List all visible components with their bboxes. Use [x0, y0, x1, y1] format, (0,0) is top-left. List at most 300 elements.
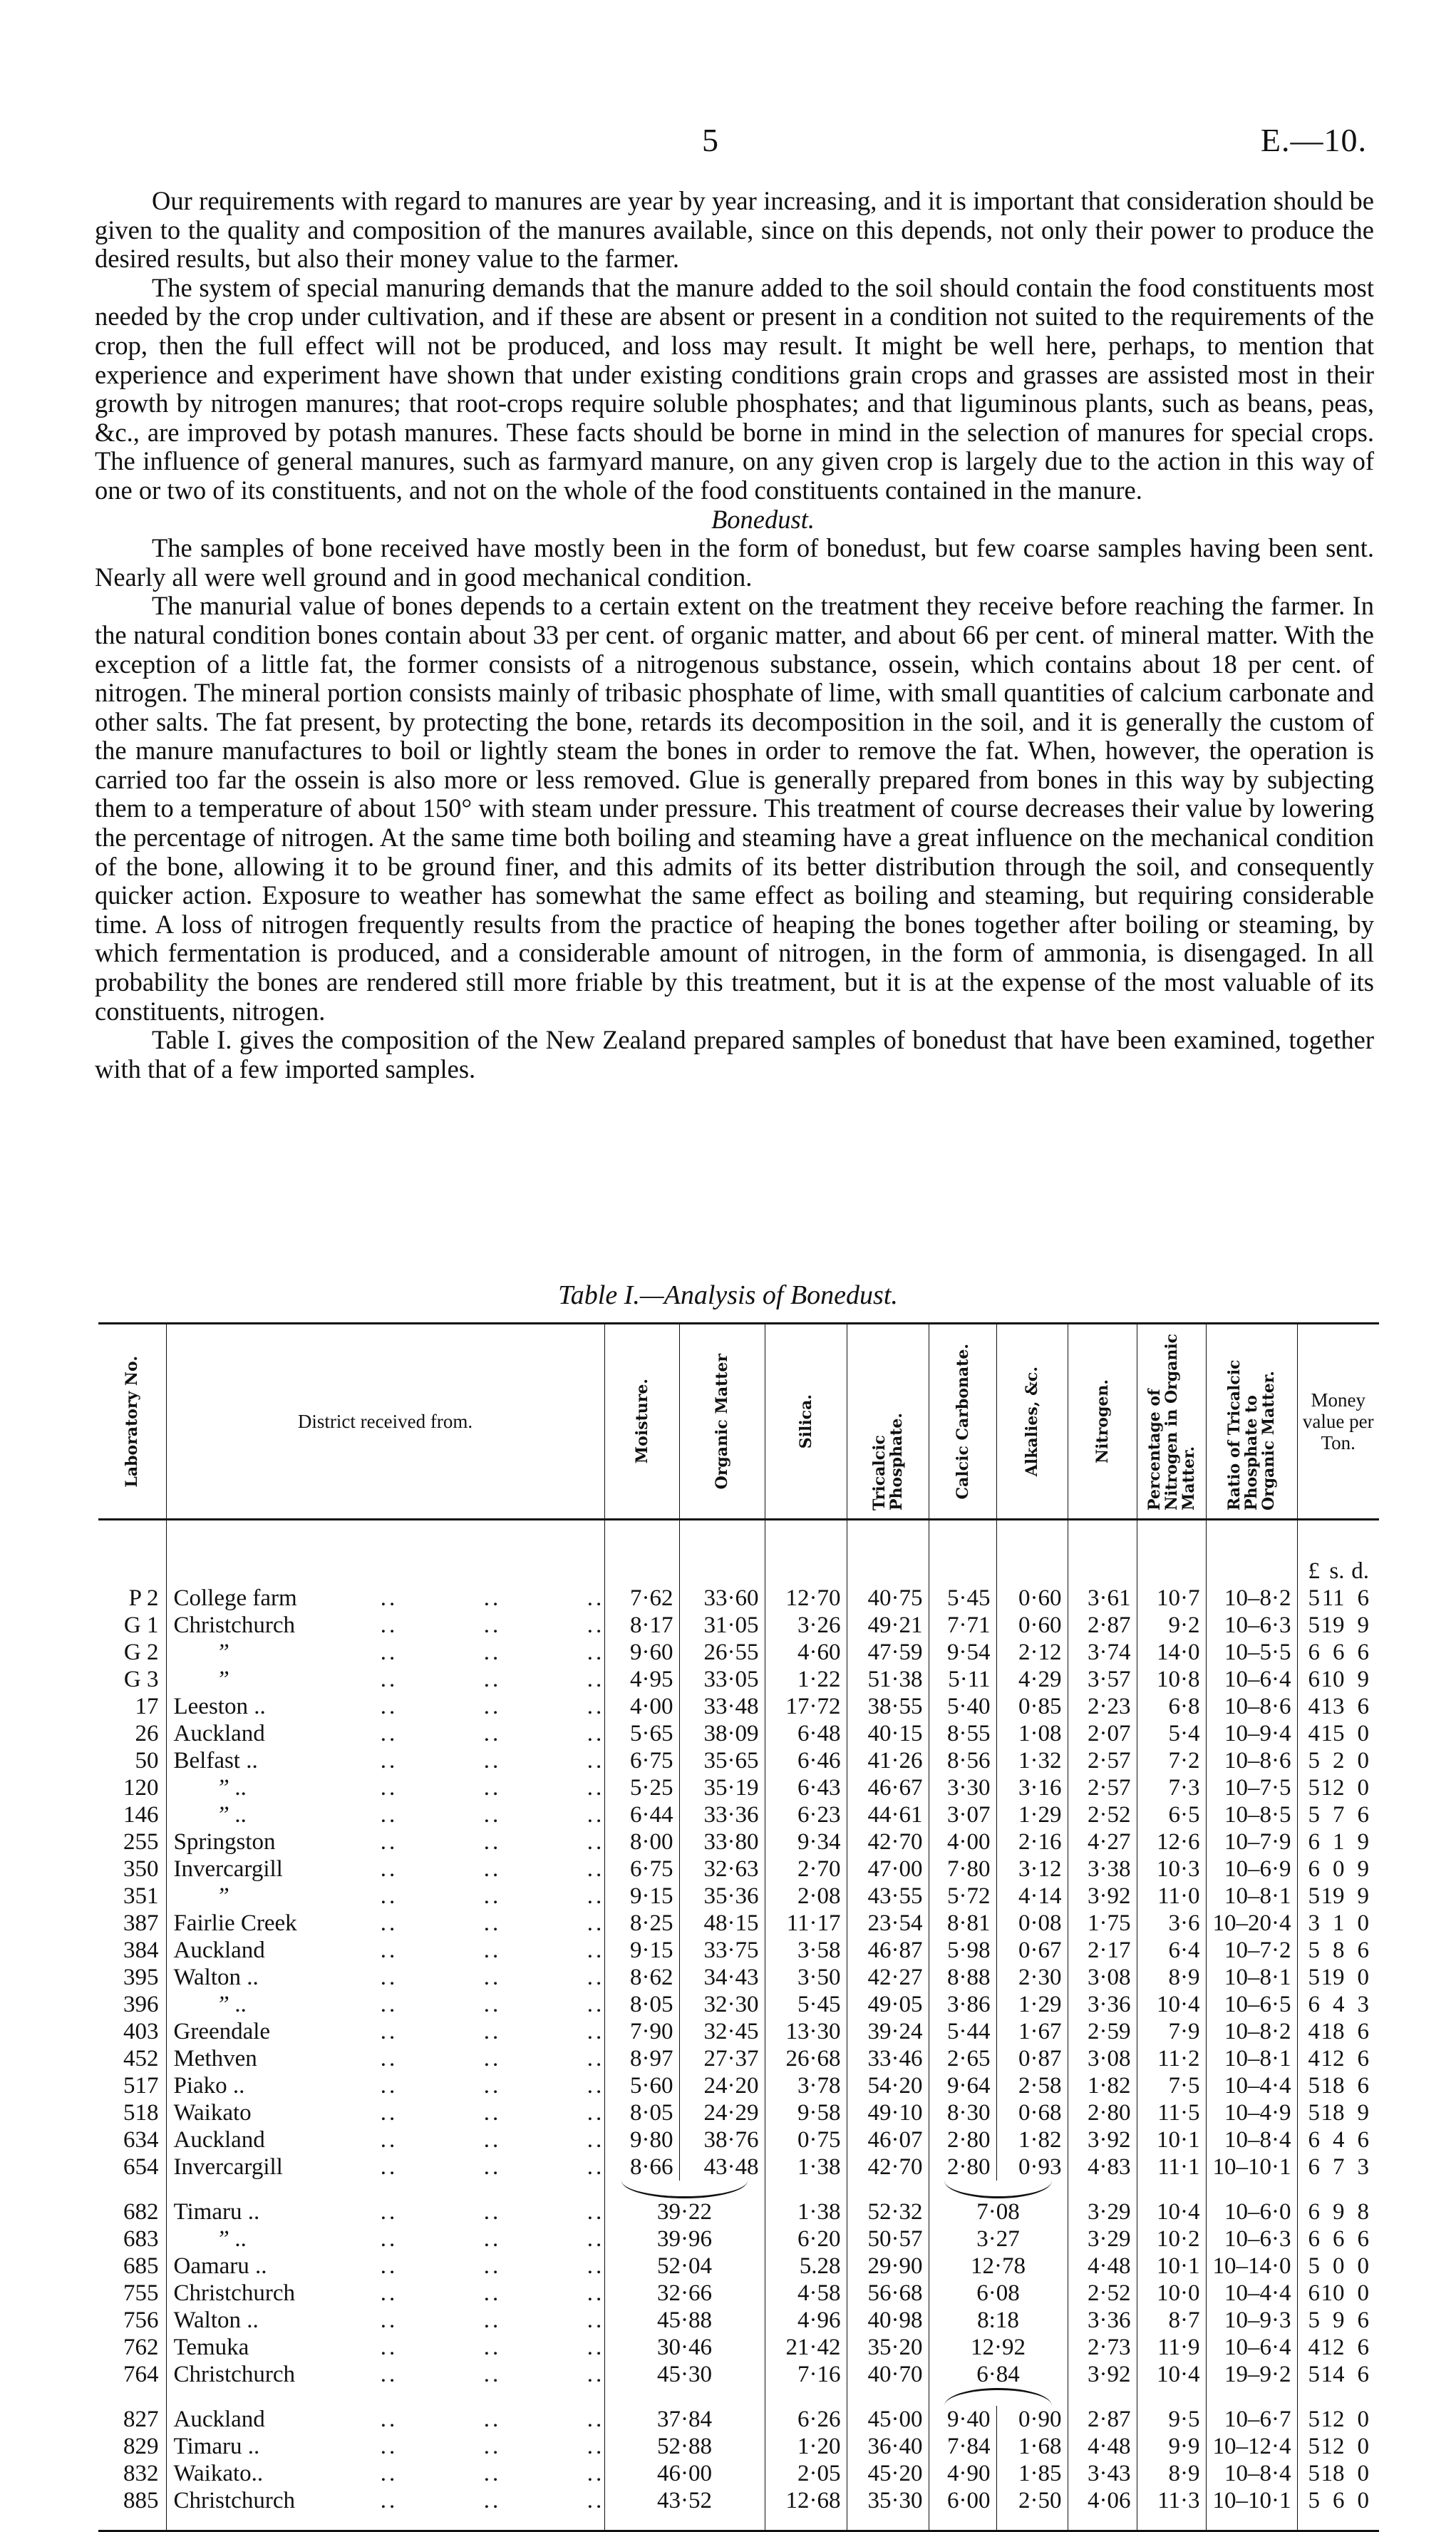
district-cell: Auckland .. .. ..	[166, 1937, 604, 1964]
money-value-cell: 5 7 6	[1297, 1801, 1379, 1828]
lab-no-cell: 50	[135, 1748, 159, 1774]
ratio-cell: 10–4·4	[1206, 2072, 1297, 2099]
calcic-carbonate-cell: 3·86	[929, 1991, 996, 2018]
nitrogen-cell: 2·52	[1068, 1801, 1137, 1828]
moisture-cell: 8·97	[604, 2045, 679, 2072]
nitrogen-cell: 2·80	[1068, 2099, 1137, 2126]
alkalies-cell: 0·67	[996, 1937, 1068, 1964]
silica-cell: 1·38	[765, 2153, 847, 2181]
silica-cell: 3·50	[765, 1964, 847, 1991]
moisture-cell: 7·90	[604, 2018, 679, 2045]
calcic-carbonate-cell: 8·55	[929, 1720, 996, 1747]
silica-cell: 5.28	[765, 2253, 847, 2280]
money-value-cell: 5 8 6	[1297, 1937, 1379, 1964]
district-cell: Springston .. .. ..	[166, 1828, 604, 1856]
silica-cell: 7·16	[765, 2361, 847, 2388]
money-value-cell: 4 12 6	[1297, 2045, 1379, 2072]
moisture-organic-combined-cell: 46·00	[604, 2460, 765, 2487]
table-row	[98, 2225, 1379, 2253]
pct-nitrogen-cell: 11·9	[1137, 2334, 1206, 2361]
tricalcic-phosphate-cell: 54·20	[847, 2072, 929, 2099]
moisture-organic-combined-cell: 52·04	[604, 2253, 765, 2280]
table-row	[98, 1774, 1379, 1801]
organic-matter-cell: 26·55	[679, 1639, 765, 1666]
money-value-cell: 5 19 9	[1297, 1883, 1379, 1910]
tricalcic-phosphate-cell: 44·61	[847, 1801, 929, 1828]
table-row	[98, 1910, 1379, 1937]
district-cell: Belfast .. .. .. ..	[166, 1747, 604, 1774]
table-row	[98, 2099, 1379, 2126]
silica-cell: 4·96	[765, 2307, 847, 2334]
page-header	[0, 121, 1456, 164]
calcic-carbonate-cell: 8·56	[929, 1747, 996, 1774]
tricalcic-phosphate-cell: 42·27	[847, 1964, 929, 1991]
lab-no-cell: 685	[123, 2253, 159, 2279]
district-cell: Christchurch .. .. ..	[166, 2487, 604, 2531]
ratio-cell: 19–9·2	[1206, 2361, 1297, 2388]
calcic-alkalies-combined-cell: 6·08	[929, 2280, 1068, 2307]
lab-no-cell: 387	[123, 1910, 159, 1936]
pct-nitrogen-cell: 6·5	[1137, 1801, 1206, 1828]
money-value-cell: 5 18 9	[1297, 2099, 1379, 2126]
alkalies-cell: 0·87	[996, 2045, 1068, 2072]
nitrogen-cell: 2·57	[1068, 1747, 1137, 1774]
table-row	[98, 1883, 1379, 1910]
tricalcic-phosphate-cell: 29·90	[847, 2253, 929, 2280]
calcic-carbonate-cell: 7·80	[929, 1856, 996, 1883]
moisture-organic-combined-cell: 45·30	[604, 2361, 765, 2388]
district-cell: Walton .. .. .. ..	[166, 1964, 604, 1991]
tricalcic-phosphate-cell: 45·00	[847, 2406, 929, 2433]
spacer-row	[98, 2388, 1379, 2406]
table-row	[98, 1828, 1379, 1856]
nitrogen-cell: 4·27	[1068, 1828, 1137, 1856]
moisture-cell: 6·75	[604, 1856, 679, 1883]
silica-cell: 9·58	[765, 2099, 847, 2126]
nitrogen-cell: 4·83	[1068, 2153, 1137, 2181]
calcic-carbonate-cell: 7·71	[929, 1612, 996, 1639]
lab-no-cell: 26	[135, 1721, 159, 1746]
calcic-carbonate-cell: 2·65	[929, 2045, 996, 2072]
col-header-silica: Silica.	[765, 1324, 847, 1520]
moisture-cell: 5·65	[604, 1720, 679, 1747]
moisture-cell: 7·62	[604, 1585, 679, 1612]
table-row	[98, 2334, 1379, 2361]
table-row	[98, 1720, 1379, 1747]
organic-matter-cell: 38·76	[679, 2126, 765, 2153]
organic-matter-cell: 24·29	[679, 2099, 765, 2126]
alkalies-cell: 0·68	[996, 2099, 1068, 2126]
organic-matter-cell: 33·48	[679, 1693, 765, 1720]
nitrogen-cell: 1·82	[1068, 2072, 1137, 2099]
lab-no-cell: 762	[123, 2335, 159, 2360]
calcic-carbonate-cell: 5·72	[929, 1883, 996, 1910]
table-row	[98, 2307, 1379, 2334]
alkalies-cell: 1·32	[996, 1747, 1068, 1774]
district-cell: ” .. .. ..	[166, 1666, 604, 1693]
table-row	[98, 2487, 1379, 2531]
money-value-cell: 5 19 9	[1297, 1612, 1379, 1639]
silica-cell: 5·45	[765, 1991, 847, 2018]
tricalcic-phosphate-cell: 35·30	[847, 2487, 929, 2531]
district-cell: Christchurch .. .. ..	[166, 1612, 604, 1639]
table-row	[98, 2018, 1379, 2045]
moisture-cell: 4·00	[604, 1693, 679, 1720]
grouping-brace	[944, 2388, 1052, 2406]
ratio-cell: 10–8·1	[1206, 1883, 1297, 1910]
pct-nitrogen-cell: 9·2	[1137, 1612, 1206, 1639]
lab-no-cell: 518	[123, 2100, 159, 2126]
bonedust-analysis-table	[98, 1322, 1379, 2532]
ratio-cell: 10–4·9	[1206, 2099, 1297, 2126]
pct-nitrogen-cell: 9·5	[1137, 2406, 1206, 2433]
money-value-cell: 5 0 0	[1297, 2253, 1379, 2280]
tricalcic-phosphate-cell: 50·57	[847, 2225, 929, 2253]
silica-cell: 3·58	[765, 1937, 847, 1964]
paragraph: Our requirements with regard to manures are year by year increasing, and it is important that consideration should be given to the quality and composition of the manures available, since on this depends, not only their power to produce the desired results, but also their money value to the farmer.	[95, 186, 1374, 274]
lab-no-cell: G 1	[123, 1612, 159, 1638]
alkalies-cell: 0·85	[996, 1693, 1068, 1720]
silica-cell: 4·60	[765, 1639, 847, 1666]
col-header-organic-matter: Organic Matter	[679, 1324, 765, 1520]
alkalies-cell: 1·85	[996, 2460, 1068, 2487]
alkalies-cell: 2·30	[996, 1964, 1068, 1991]
moisture-cell: 6·75	[604, 1747, 679, 1774]
col-header-calcic-carbonate: Calcic Carbonate.	[929, 1324, 996, 1520]
moisture-cell: 9·15	[604, 1883, 679, 1910]
organic-matter-cell: 43·48	[679, 2153, 765, 2181]
lab-no-cell: 756	[123, 2307, 159, 2333]
tricalcic-phosphate-cell: 47·00	[847, 1856, 929, 1883]
calcic-carbonate-cell: 8·30	[929, 2099, 996, 2126]
nitrogen-cell: 4·48	[1068, 2253, 1137, 2280]
calcic-carbonate-cell: 5·45	[929, 1585, 996, 1612]
district-cell: Christchurch .. .. ..	[166, 2361, 604, 2388]
ratio-cell: 10–10·1	[1206, 2153, 1297, 2181]
pct-nitrogen-cell: 3·6	[1137, 1910, 1206, 1937]
moisture-cell: 8·00	[604, 1828, 679, 1856]
alkalies-cell: 4·14	[996, 1883, 1068, 1910]
table-row	[98, 2433, 1379, 2460]
organic-matter-cell: 38·09	[679, 1720, 765, 1747]
table-row	[98, 1801, 1379, 1828]
table-row	[98, 2072, 1379, 2099]
alkalies-cell: 1·68	[996, 2433, 1068, 2460]
district-cell: Auckland .. .. ..	[166, 2126, 604, 2153]
col-header-ratio: Ratio of Tricalcic Phosphate to Organic Matter.	[1206, 1324, 1297, 1520]
lab-no-cell: 683	[123, 2226, 159, 2252]
moisture-cell: 6·44	[604, 1801, 679, 1828]
money-value-cell: 6 6 6	[1297, 1639, 1379, 1666]
nitrogen-cell: 3·92	[1068, 1883, 1137, 1910]
tricalcic-phosphate-cell: 23·54	[847, 1910, 929, 1937]
moisture-organic-combined-cell: 37·84	[604, 2406, 765, 2433]
pct-nitrogen-cell: 8·7	[1137, 2307, 1206, 2334]
table-row	[98, 1639, 1379, 1666]
lab-no-cell: 517	[123, 2073, 159, 2099]
nitrogen-cell: 3·38	[1068, 1856, 1137, 1883]
pct-nitrogen-cell: 11·1	[1137, 2153, 1206, 2181]
silica-cell: 6·20	[765, 2225, 847, 2253]
lab-no-cell: 634	[123, 2127, 159, 2153]
paragraph: The system of special manuring demands that the manure added to the soil should contain the food constituents most needed by the crop under cultivation, and if these are absent or present in a condition not suited to the requirements of the crop, then the full effect will not be produced, and loss may result. It might be well here, perhaps, to mention that experience and experiment have shown that under existing conditions grain crops and grasses are assisted most in their growth by nitrogen manures; that root-crops require soluble phosphates; and that liguminous plants, such as beans, peas, &c., are improved by potash manures. These facts should be borne in mind in the selection of manures for special crops. The influence of general manures, such as farmyard manure, on any given crop is largely due to the action in this way of one or two of its constituents, and not on the whole of the food constituents contained in the manure.	[95, 272, 1374, 505]
pct-nitrogen-cell: 7·5	[1137, 2072, 1206, 2099]
lab-no-cell: 350	[123, 1856, 159, 1882]
tricalcic-phosphate-cell: 40·70	[847, 2361, 929, 2388]
lab-no-cell: 384	[123, 1937, 159, 1963]
pct-nitrogen-cell: 10·2	[1137, 2225, 1206, 2253]
money-value-cell: 5 12 0	[1297, 1774, 1379, 1801]
lab-no-cell: 396	[123, 1992, 159, 2017]
silica-cell: 6·48	[765, 1720, 847, 1747]
silica-cell: 9·34	[765, 1828, 847, 1856]
ratio-cell: 10–6·4	[1206, 1666, 1297, 1693]
moisture-cell: 8·62	[604, 1964, 679, 1991]
district-cell: ” .. .. ..	[166, 1639, 604, 1666]
money-value-cell: 5 18 0	[1297, 2460, 1379, 2487]
silica-cell: 6·26	[765, 2406, 847, 2433]
ratio-cell: 10–8·2	[1206, 1585, 1297, 1612]
col-header-moisture: Moisture.	[604, 1324, 679, 1520]
ratio-cell: 10–20·4	[1206, 1910, 1297, 1937]
moisture-organic-combined-cell: 32·66	[604, 2280, 765, 2307]
paragraph: The manurial value of bones depends to a certain extent on the treatment they receive before reaching the farmer. In the natural condition bones contain about 33 per cent. of organic matter, and about 66 per cent. of mineral matter. With the exception of a little fat, the former consists of a nitrogenous substance, ossein, which contains about 18 per cent. of nitrogen. The mineral portion consists mainly of tribasic phosphate of lime, with small quantities of calcium carbonate and other salts. The fat present, by protecting the bone, retards its decomposition in the soil, and it is generally the custom of the manure manufactures to boil or lightly steam the bones in order to remove the fat. When, however, the operation is carried too far the ossein is also more or less removed. Glue is generally prepared from bones in this way by subjecting them to a temperature of about 150° with steam under pressure. This treatment of course decreases their value by lowering the percentage of nitrogen. At the same time both boiling and steaming have a great influence on the mechanical condition of the bone, allowing it to be ground finer, and this admits of its better distribution through the soil, and consequently quicker action. Exposure to weather has somewhat the same effect as boiling and steaming, but requiring considerable time. A loss of nitrogen frequently results from the practice of heaping the bones together after boiling or steaming, by which fermentation is produced, and a considerable amount of nitrogen, in the form of ammonia, is disengaged. In all probability the bones are rendered still more friable by this treatment, but it is at the expense of the most valuable of its constituents, nitrogen.	[95, 591, 1374, 1026]
pct-nitrogen-cell: 11·0	[1137, 1883, 1206, 1910]
organic-matter-cell: 32·63	[679, 1856, 765, 1883]
tricalcic-phosphate-cell: 52·32	[847, 2198, 929, 2225]
ratio-cell: 10–8·1	[1206, 2045, 1297, 2072]
section-heading: Bonedust.	[711, 504, 815, 534]
lab-no-cell: 832	[123, 2461, 159, 2486]
moisture-organic-combined-cell: 43·52	[604, 2487, 765, 2531]
table-row	[98, 2126, 1379, 2153]
organic-matter-cell: 32·30	[679, 1991, 765, 2018]
district-cell: Oamaru .. .. .. ..	[166, 2253, 604, 2280]
ratio-cell: 10–7·2	[1206, 1937, 1297, 1964]
lab-no-cell: 452	[123, 2046, 159, 2072]
silica-cell: 12·68	[765, 2487, 847, 2531]
nitrogen-cell: 2·73	[1068, 2334, 1137, 2361]
alkalies-cell: 2·12	[996, 1639, 1068, 1666]
table-title: Table I.—Analysis of Bonedust.	[558, 1280, 898, 1310]
district-cell: Auckland .. .. ..	[166, 1720, 604, 1747]
calcic-carbonate-cell: 5·98	[929, 1937, 996, 1964]
organic-matter-cell: 27·37	[679, 2045, 765, 2072]
money-value-cell: 4 13 6	[1297, 1693, 1379, 1720]
calcic-alkalies-combined-cell: 7·08	[929, 2198, 1068, 2225]
district-cell: Timaru .. .. .. ..	[166, 2433, 604, 2460]
moisture-organic-combined-cell: 45·88	[604, 2307, 765, 2334]
calcic-alkalies-combined-cell: 3·27	[929, 2225, 1068, 2253]
district-cell: Temuka .. .. ..	[166, 2334, 604, 2361]
tricalcic-phosphate-cell: 40·98	[847, 2307, 929, 2334]
silica-cell: 6·43	[765, 1774, 847, 1801]
money-value-cell: 6 6 6	[1297, 2225, 1379, 2253]
nitrogen-cell: 3·29	[1068, 2198, 1137, 2225]
calcic-carbonate-cell: 7·84	[929, 2433, 996, 2460]
money-value-cell: 5 19 0	[1297, 1964, 1379, 1991]
silica-cell: 1·38	[765, 2198, 847, 2225]
district-cell: ” .. .. .. ..	[166, 2225, 604, 2253]
table-row	[98, 2253, 1379, 2280]
calcic-carbonate-cell: 5·40	[929, 1693, 996, 1720]
ratio-cell: 10–8·1	[1206, 1964, 1297, 1991]
moisture-organic-combined-cell: 52·88	[604, 2433, 765, 2460]
nitrogen-cell: 3·43	[1068, 2460, 1137, 2487]
table-row	[98, 1747, 1379, 1774]
body-text	[95, 187, 1374, 1084]
ratio-cell: 10–7·5	[1206, 1774, 1297, 1801]
pct-nitrogen-cell: 7·2	[1137, 1747, 1206, 1774]
district-cell: ” .. .. .. ..	[166, 1774, 604, 1801]
calcic-carbonate-cell: 2·80	[929, 2153, 996, 2181]
calcic-carbonate-cell: 9·64	[929, 2072, 996, 2099]
district-cell: Invercargill .. .. ..	[166, 1856, 604, 1883]
pct-nitrogen-cell: 8·9	[1137, 2460, 1206, 2487]
organic-matter-cell: 33·05	[679, 1666, 765, 1693]
nitrogen-cell: 4·48	[1068, 2433, 1137, 2460]
lab-no-cell: 351	[123, 1883, 159, 1909]
moisture-cell: 8·05	[604, 2099, 679, 2126]
lab-no-cell: 829	[123, 2434, 159, 2459]
table-row	[98, 1693, 1379, 1720]
ratio-cell: 10–8·6	[1206, 1747, 1297, 1774]
alkalies-cell: 3·12	[996, 1856, 1068, 1883]
alkalies-cell: 2·50	[996, 2487, 1068, 2531]
alkalies-cell: 1·67	[996, 2018, 1068, 2045]
nitrogen-cell: 2·07	[1068, 1720, 1137, 1747]
calcic-carbonate-cell: 4·00	[929, 1828, 996, 1856]
money-value-cell: 4 18 6	[1297, 2018, 1379, 2045]
col-header-money-value: Money value per Ton.	[1297, 1324, 1379, 1520]
table-row	[98, 2280, 1379, 2307]
ratio-cell: 10–8·6	[1206, 1693, 1297, 1720]
page-number: 5	[702, 122, 718, 158]
col-header-alkalies: Alkalies, &c.	[996, 1324, 1068, 1520]
silica-cell: 1·20	[765, 2433, 847, 2460]
district-cell: Piako .. .. .. ..	[166, 2072, 604, 2099]
district-cell: Christchurch .. .. ..	[166, 2280, 604, 2307]
lab-no-cell: 17	[135, 1694, 159, 1719]
nitrogen-cell: 3·57	[1068, 1666, 1137, 1693]
organic-matter-cell: 33·36	[679, 1801, 765, 1828]
nitrogen-cell: 2·87	[1068, 1612, 1137, 1639]
ratio-cell: 10–5·5	[1206, 1639, 1297, 1666]
tricalcic-phosphate-cell: 49·21	[847, 1612, 929, 1639]
organic-matter-cell: 33·75	[679, 1937, 765, 1964]
alkalies-cell: 3·16	[996, 1774, 1068, 1801]
bonedust-table-container	[98, 1322, 1379, 2532]
alkalies-cell: 4·29	[996, 1666, 1068, 1693]
nitrogen-cell: 3·92	[1068, 2126, 1137, 2153]
moisture-organic-combined-cell: 30·46	[604, 2334, 765, 2361]
lab-no-cell: G 3	[123, 1667, 159, 1692]
nitrogen-cell: 3·92	[1068, 2361, 1137, 2388]
nitrogen-cell: 2·52	[1068, 2280, 1137, 2307]
spacer-row	[98, 2181, 1379, 2198]
district-cell: Waikato.. .. .. ..	[166, 2460, 604, 2487]
col-header-pct-nitrogen: Percentage of Nitrogen in Organic Matter.	[1137, 1324, 1206, 1520]
table-row	[98, 2198, 1379, 2225]
col-header-lab-no: Laboratory No.	[98, 1324, 166, 1520]
alkalies-cell: 2·58	[996, 2072, 1068, 2099]
nitrogen-cell: 1·75	[1068, 1910, 1137, 1937]
tricalcic-phosphate-cell: 46·07	[847, 2126, 929, 2153]
pct-nitrogen-cell: 11·3	[1137, 2487, 1206, 2531]
table-row	[98, 2045, 1379, 2072]
money-value-cell: 5 12 0	[1297, 2433, 1379, 2460]
tricalcic-phosphate-cell: 46·87	[847, 1937, 929, 1964]
pct-nitrogen-cell: 6·4	[1137, 1937, 1206, 1964]
moisture-organic-combined-cell: 39·22	[604, 2198, 765, 2225]
silica-cell: 13·30	[765, 2018, 847, 2045]
money-value-cell: 6 1 9	[1297, 1828, 1379, 1856]
calcic-carbonate-cell: 5·11	[929, 1666, 996, 1693]
silica-cell: 12·70	[765, 1585, 847, 1612]
money-value-cell: 5 18 6	[1297, 2072, 1379, 2099]
grouping-brace	[621, 2181, 748, 2198]
nitrogen-cell: 3·61	[1068, 1585, 1137, 1612]
alkalies-cell: 1·08	[996, 1720, 1068, 1747]
district-cell: ” .. .. .. ..	[166, 1991, 604, 2018]
moisture-cell: 9·80	[604, 2126, 679, 2153]
nitrogen-cell: 3·08	[1068, 2045, 1137, 2072]
table-row	[98, 1937, 1379, 1964]
district-cell: Walton .. .. .. ..	[166, 2307, 604, 2334]
alkalies-cell: 0·90	[996, 2406, 1068, 2433]
money-value-cell: 5 14 6	[1297, 2361, 1379, 2388]
ratio-cell: 10–8·4	[1206, 2126, 1297, 2153]
ratio-cell: 10–10·1	[1206, 2487, 1297, 2531]
ratio-cell: 10–6·0	[1206, 2198, 1297, 2225]
pct-nitrogen-cell: 10·1	[1137, 2253, 1206, 2280]
silica-cell: 3·26	[765, 1612, 847, 1639]
money-value-cell: 5 2 0	[1297, 1747, 1379, 1774]
tricalcic-phosphate-cell: 42·70	[847, 1828, 929, 1856]
tricalcic-phosphate-cell: 43·55	[847, 1883, 929, 1910]
organic-matter-cell: 35·36	[679, 1883, 765, 1910]
money-value-cell: 5 9 6	[1297, 2307, 1379, 2334]
organic-matter-cell: 35·65	[679, 1747, 765, 1774]
moisture-cell: 8·17	[604, 1612, 679, 1639]
calcic-carbonate-cell: 8·81	[929, 1910, 996, 1937]
lab-no-cell: 827	[123, 2407, 159, 2432]
money-value-cell: 6 10 0	[1297, 2280, 1379, 2307]
calcic-alkalies-combined-cell: 6·84	[929, 2361, 1068, 2388]
tricalcic-phosphate-cell: 39·24	[847, 2018, 929, 2045]
grouping-brace	[944, 2181, 1052, 2198]
calcic-carbonate-cell: 4·90	[929, 2460, 996, 2487]
money-value-cell: 4 15 0	[1297, 1720, 1379, 1747]
district-cell: Leeston .. .. .. ..	[166, 1693, 604, 1720]
pct-nitrogen-cell: 6·8	[1137, 1693, 1206, 1720]
ratio-cell: 10–12·4	[1206, 2433, 1297, 2460]
calcic-alkalies-combined-cell: 12·92	[929, 2334, 1068, 2361]
district-cell: Methven .. .. ..	[166, 2045, 604, 2072]
col-header-nitrogen: Nitrogen.	[1068, 1324, 1137, 1520]
money-value-cell: 6 0 9	[1297, 1856, 1379, 1883]
ratio-cell: 10–6·5	[1206, 1991, 1297, 2018]
table-row	[98, 2460, 1379, 2487]
calcic-carbonate-cell: 9·40	[929, 2406, 996, 2433]
tricalcic-phosphate-cell: 49·10	[847, 2099, 929, 2126]
district-cell: Timaru .. .. .. ..	[166, 2198, 604, 2225]
table-row	[98, 2361, 1379, 2388]
paragraph: The samples of bone received have mostly been in the form of bonedust, but few coarse samples having been sent. Nearly all were well ground and in good mechanical condition.	[95, 533, 1374, 592]
table-row	[98, 1612, 1379, 1639]
tricalcic-phosphate-cell: 33·46	[847, 2045, 929, 2072]
district-cell: Waikato .. .. ..	[166, 2099, 604, 2126]
